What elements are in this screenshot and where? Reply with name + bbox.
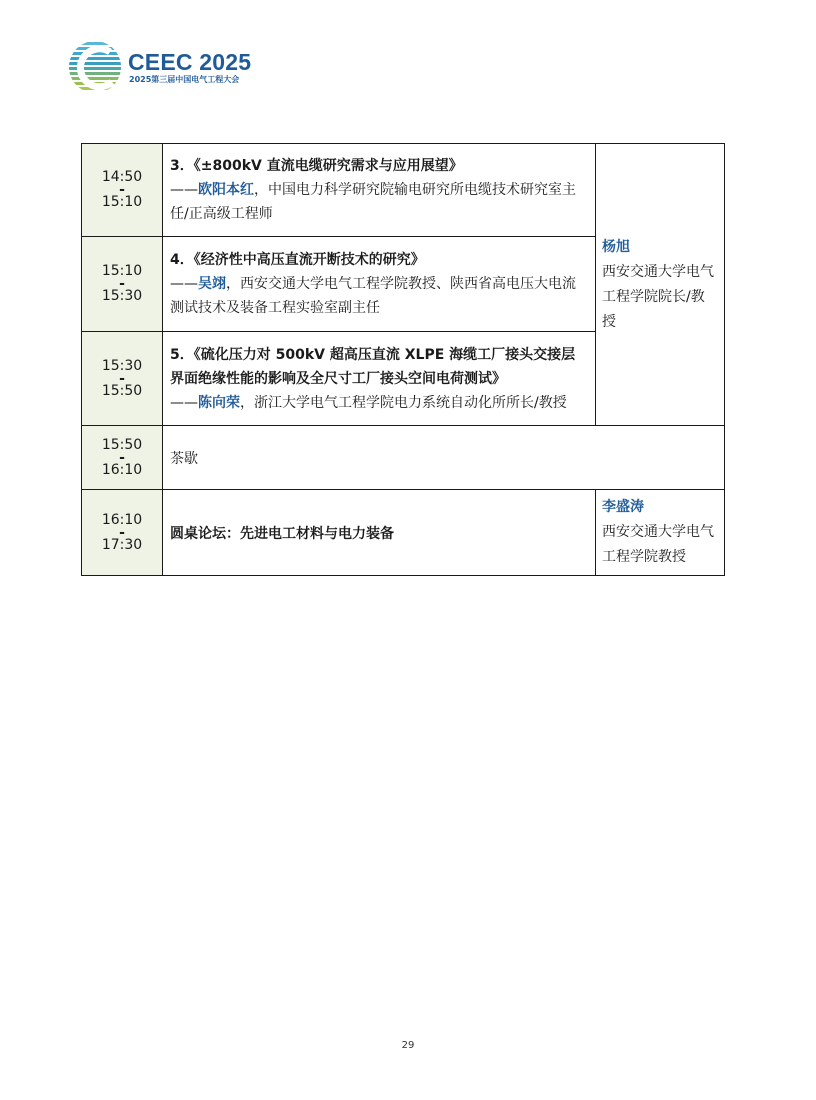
speaker-name: 陈向荣 <box>198 394 240 411</box>
speaker-name: 吴翊 <box>198 276 226 292</box>
table-row <box>82 426 725 490</box>
start-time: 15:50 <box>101 436 143 453</box>
talk-cell <box>163 237 596 332</box>
time-separator: - <box>119 182 125 198</box>
talk-title: 5．《硫化压力对 500kV 超高压直流 XLPE 海缆工厂接头交接层界面绝缘性能的影响及全尺寸工厂接头空间电荷测试》 <box>170 346 576 387</box>
time-cell <box>82 237 163 332</box>
break-cell: 茶歇 <box>163 426 725 490</box>
time-cell <box>82 144 163 237</box>
start-time: 16:10 <box>101 511 143 528</box>
talk-cell <box>163 144 596 237</box>
conference-logo <box>66 38 251 96</box>
dash-prefix: —— <box>170 182 198 198</box>
speaker-affiliation: ，中国电力科学研究院输电研究所电缆技术研究室主任/正高级工程师 <box>170 182 576 222</box>
chair-cell <box>596 490 725 576</box>
time-separator: - <box>119 524 125 541</box>
end-time: 15:10 <box>101 194 143 210</box>
speaker-affiliation: ，浙江大学电气工程学院电力系统自动化所所长/教授 <box>240 394 567 411</box>
start-time: 15:30 <box>101 357 143 374</box>
schedule-table <box>81 143 725 576</box>
talk-speaker-line <box>170 272 589 320</box>
speaker-affiliation: ，西安交通大学电气工程学院教授、陕西省高电压大电流测试技术及装备工程实验室副主任 <box>170 276 576 316</box>
talk-title: 4．《经济性中高压直流开断技术的研究》 <box>170 252 425 268</box>
end-time: 15:50 <box>101 382 143 399</box>
page-number: 29 <box>401 1040 415 1051</box>
chair-title: 西安交通大学电气工程学院教授 <box>602 524 714 565</box>
chair-name: 杨旭 <box>602 238 630 255</box>
end-time: 16:10 <box>101 461 143 478</box>
end-time: 17:30 <box>101 536 143 553</box>
talk-cell <box>163 332 596 426</box>
time-separator: - <box>119 276 125 292</box>
end-time: 15:30 <box>101 288 143 304</box>
talk-speaker-line <box>170 391 589 415</box>
logo-title: CEEC 2025 <box>128 48 252 75</box>
chair-cell <box>596 144 725 426</box>
speaker-name: 欧阳本红 <box>198 182 254 198</box>
dash-prefix: —— <box>170 276 198 292</box>
logo-subtitle: 2025第三届中国电气工程大会 <box>129 74 240 84</box>
time-cell <box>82 426 163 490</box>
time-cell <box>82 332 163 426</box>
time-separator: - <box>119 370 125 387</box>
start-time: 15:10 <box>101 263 143 279</box>
dash-prefix: —— <box>170 394 198 411</box>
ceec-globe-icon <box>66 38 124 96</box>
start-time: 14:50 <box>101 169 143 185</box>
chair-title: 西安交通大学电气工程学院院长/教授 <box>602 263 714 330</box>
time-separator: - <box>119 449 125 466</box>
chair-name: 李盛涛 <box>602 499 644 515</box>
table-row <box>82 144 725 237</box>
talk-title: 3．《±800kV 直流电缆研究需求与应用展望》 <box>170 158 463 174</box>
table-row <box>82 490 725 576</box>
roundtable-cell: 圆桌论坛：先进电工材料与电力装备 <box>163 490 596 576</box>
time-cell <box>82 490 163 576</box>
talk-speaker-line <box>170 178 589 226</box>
